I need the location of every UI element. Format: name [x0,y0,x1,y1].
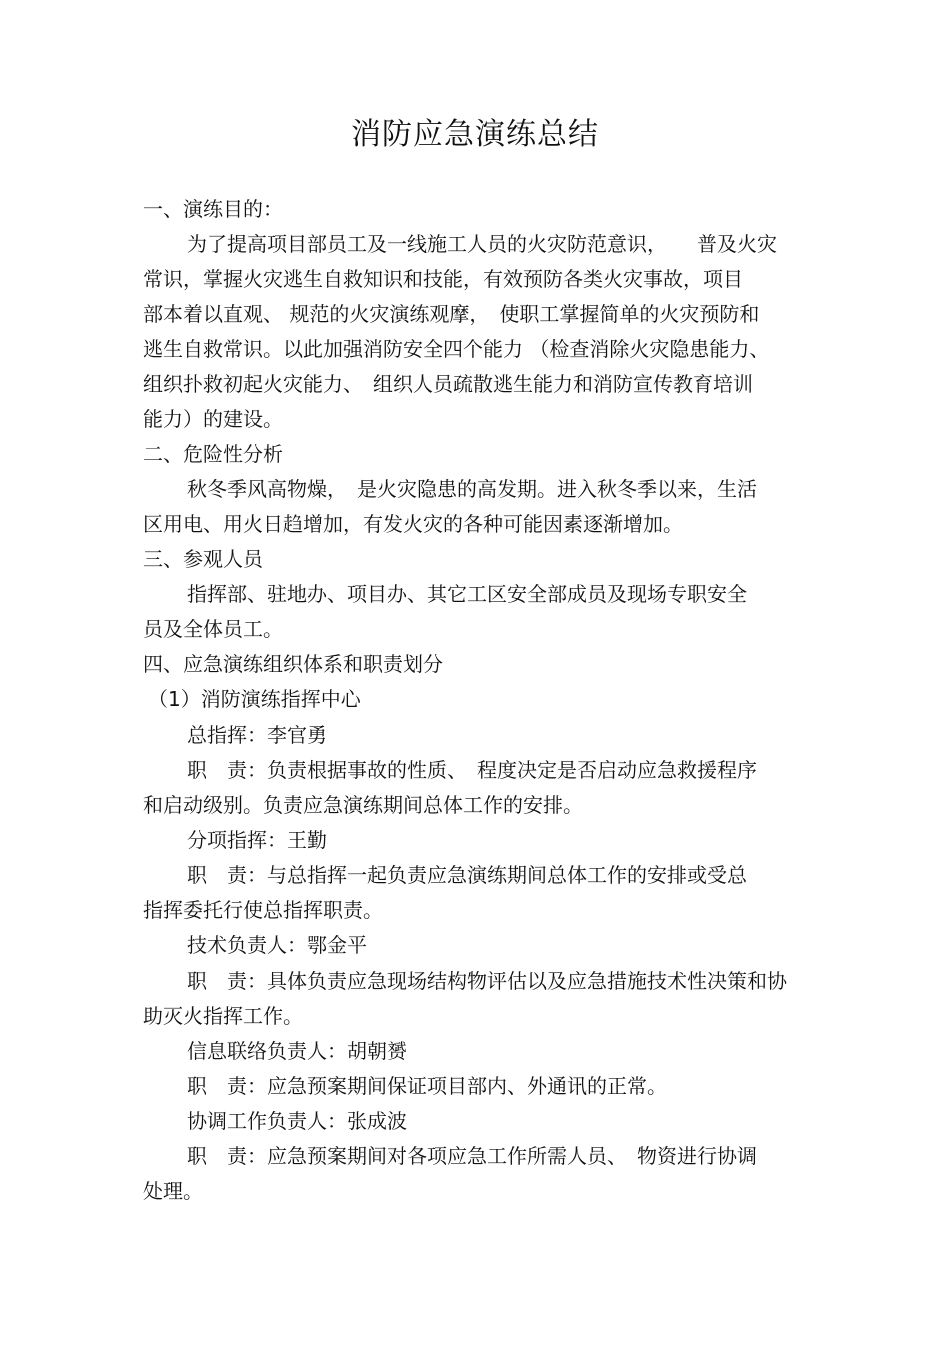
role-name: 分项指挥：王勤 [187,828,327,852]
role-duty: 指挥委托行使总指挥职责。 [143,898,383,922]
role-name: 总指挥：李官勇 [187,723,327,747]
paragraph-line: 组织扑救初起火灾能力、 组织人员疏散逃生能力和消防宣传教育培训 [143,372,753,396]
section-heading: 一、演练目的： [143,197,283,221]
paragraph-line: 区用电、用火日趋增加，有发火灾的各种可能因素逐渐增加。 [143,512,683,536]
section-heading: 四、应急演练组织体系和职责划分 [143,652,443,676]
role-duty: 职 责：与总指挥一起负责应急演练期间总体工作的安排或受总 [187,863,747,887]
paragraph-line: 秋冬季风高物燥， 是火灾隐患的高发期。进入秋冬季以来，生活 [187,477,757,501]
paragraph-line: 指挥部、驻地办、项目办、其它工区安全部成员及现场专职安全 [187,582,747,606]
role-duty: 职 责：具体负责应急现场结构物评估以及应急措施技术性决策和协 [187,969,787,993]
role-name: 协调工作负责人：张成波 [187,1109,407,1133]
section-heading: 三、参观人员 [143,547,263,571]
paragraph-line: 常识，掌握火灾逃生自救知识和技能，有效预防各类火灾事故，项目 [143,267,743,291]
role-duty: 处理。 [143,1179,203,1203]
paragraph-line: 逃生自救常识。以此加强消防安全四个能力 （检查消除火灾隐患能力、 [143,337,770,361]
subsection-heading: （1）消防演练指挥中心 [148,687,361,711]
document-title: 消防应急演练总结 [351,117,599,152]
role-duty: 职 责：应急预案期间保证项目部内、外通讯的正常。 [187,1074,667,1098]
paragraph-line: 员及全体员工。 [143,617,283,641]
role-duty: 和启动级别。负责应急演练期间总体工作的安排。 [143,793,583,817]
section-heading: 二、危险性分析 [143,442,283,466]
paragraph-line: 部本着以直观、 规范的火灾演练观摩， 使职工掌握简单的火灾预防和 [143,302,760,326]
paragraph-line: 能力）的建设。 [143,407,283,431]
role-name: 信息联络负责人：胡朝赟 [187,1039,407,1063]
role-name: 技术负责人：鄂金平 [187,933,367,957]
paragraph-line: 为了提高项目部员工及一线施工人员的火灾防范意识， 普及火灾 [187,232,777,256]
role-duty: 职 责：应急预案期间对各项应急工作所需人员、 物资进行协调 [187,1144,757,1168]
role-duty: 职 责：负责根据事故的性质、 程度决定是否启动应急救援程序 [187,758,757,782]
role-duty: 助灭火指挥工作。 [143,1004,303,1028]
